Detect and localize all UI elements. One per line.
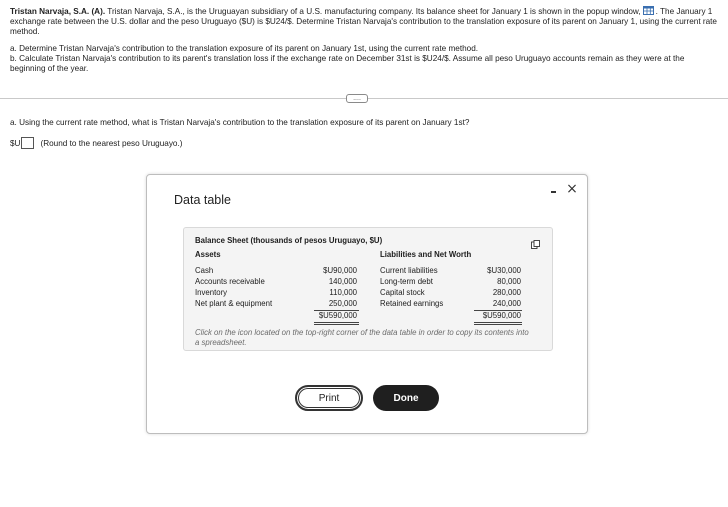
total-rule-liabilities: [474, 322, 522, 323]
balance-sheet-table: [183, 227, 553, 351]
assets-header: Assets: [195, 250, 221, 259]
liability-value: $U30,000: [487, 266, 521, 275]
total-double-rule-assets: [314, 324, 359, 325]
table-row: [184, 266, 552, 276]
table-row: [184, 288, 552, 298]
expand-collapse-button[interactable]: ....: [346, 94, 368, 103]
problem-statement: [10, 6, 722, 74]
asset-label: Cash: [195, 266, 214, 275]
answer-row: [10, 137, 182, 149]
liabilities-header: Liabilities and Net Worth: [380, 250, 472, 259]
table-row: [184, 299, 552, 309]
table-title: Balance Sheet (thousands of pesos Uruguayo, $U): [195, 236, 383, 245]
data-table-dialog: [146, 174, 588, 434]
problem-part-b: b. Calculate Tristan Narvaja's contribution to its parent's translation loss if the exchange rate on December 31st is $U24/$. Assume all peso Uruguayo accounts remain as they were at the beginning of the year.: [10, 54, 685, 73]
close-button[interactable]: ×: [566, 181, 578, 197]
problem-title: Tristan Narvaja, S.A. (A).: [10, 7, 106, 16]
liability-label: Retained earnings: [380, 299, 444, 308]
asset-label: Net plant & equipment: [195, 299, 273, 308]
total-assets: $U590,000: [318, 311, 357, 320]
asset-value: 110,000: [329, 288, 357, 297]
liability-value: 240,000: [492, 299, 521, 308]
asset-value: 140,000: [328, 277, 357, 286]
total-rule-assets: [314, 322, 359, 323]
minimize-button[interactable]: [549, 186, 559, 196]
answer-input[interactable]: [21, 137, 34, 149]
problem-intro-text-2: . The January 1 exchange rate between the U.S. dollar and the peso Uruguayo ($U) is $U24/$. Determine Tristan Narvaja's contribution to the translation exposure of its parent on January 1, using the current rate method.: [10, 7, 717, 36]
liability-label: Current liabilities: [380, 266, 438, 275]
question-text: a. Using the current rate method, what is Tristan Narvaja's contribution to the translation exposure of its parent on January 1st?: [10, 118, 470, 127]
done-button[interactable]: Done: [373, 385, 439, 411]
minimize-icon: [551, 191, 556, 193]
asset-value: 250,000: [328, 299, 357, 308]
total-liabilities: $U590,000: [482, 311, 521, 320]
liability-label: Long-term debt: [380, 277, 433, 286]
table-row: [184, 277, 552, 287]
problem-intro-text-1: Tristan Narvaja, S.A., is the Uruguayan subsidiary of a U.S. manufacturing company. Its balance sheet for January 1 is shown in the popup window,: [107, 7, 641, 16]
data-table-grid-icon[interactable]: [643, 6, 654, 15]
totals-row: [184, 311, 552, 321]
answer-hint: (Round to the nearest peso Uruguayo.): [40, 138, 183, 148]
answer-currency-prefix: $U: [10, 138, 21, 148]
asset-label: Accounts receivable: [195, 277, 265, 286]
problem-intro: [10, 6, 722, 37]
asset-value: $U90,000: [323, 266, 357, 275]
asset-label: Inventory: [195, 288, 228, 297]
print-button[interactable]: Print: [295, 385, 363, 411]
copy-to-spreadsheet-icon[interactable]: [531, 240, 540, 249]
liability-value: 280,000: [492, 288, 521, 297]
copy-instruction-note: Click on the icon located on the top-right corner of the data table in order to copy its contents into a spreadsheet.: [195, 328, 529, 347]
liability-value: 80,000: [497, 277, 521, 286]
problem-part-a: a. Determine Tristan Narvaja's contribution to the translation exposure of its parent on January 1st, using the current rate method.: [10, 44, 479, 53]
liability-label: Capital stock: [380, 288, 425, 297]
dialog-title: Data table: [174, 193, 231, 207]
total-double-rule-liabilities: [474, 324, 522, 325]
